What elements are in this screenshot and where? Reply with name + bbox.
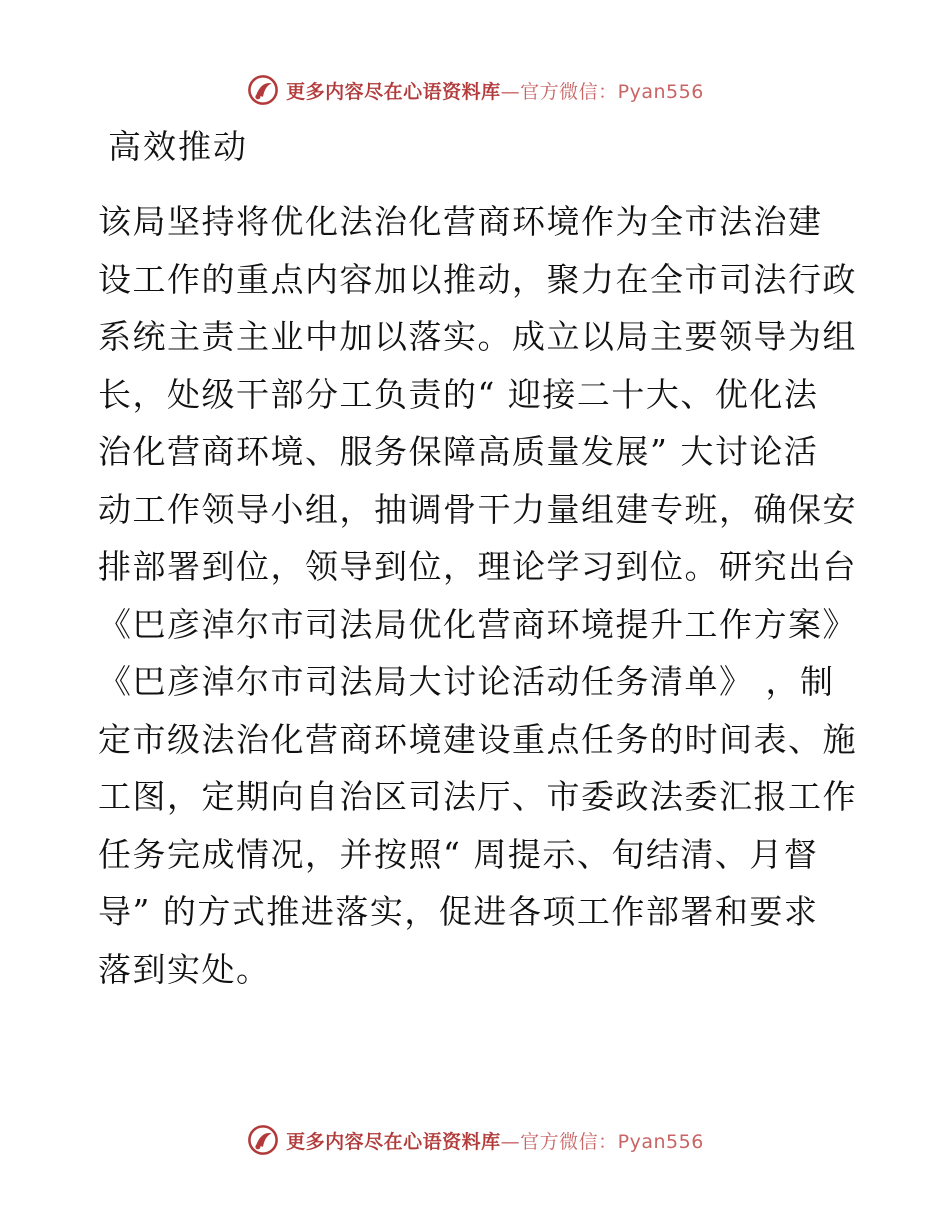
paragraph-line: 该局坚持将优化法治化营商环境作为全市法治建 — [98, 202, 823, 241]
paragraph-line: 排部署到位，领导到位，理论学习到位。研究出台 — [98, 547, 857, 586]
paragraph-line: 治化营商环境、服务保障高质量发展” 大讨论活 — [98, 432, 819, 471]
header-watermark — [0, 68, 950, 112]
brush-seal-logo-icon — [246, 1123, 280, 1157]
paragraph-line: 落到实处。 — [98, 949, 271, 989]
paragraph-line: 《巴彦淖尔市司法局大讨论活动任务清单》 ，制 — [98, 662, 835, 701]
paragraph-line: 定市级法治化营商环境建设重点任务的时间表、施 — [98, 719, 857, 759]
paragraph-line: 任务完成情况，并按照“ 周提示、旬结清、月督 — [98, 834, 819, 874]
body-paragraph — [98, 193, 878, 998]
watermark-text — [286, 77, 704, 104]
brush-seal-logo-icon — [246, 73, 280, 107]
watermark-text — [286, 1127, 704, 1154]
watermark-sub-text: —官方微信：Pyan556 — [500, 80, 704, 103]
paragraph-line: 动工作领导小组，抽调骨干力量组建专班，确保安 — [98, 489, 857, 529]
paragraph-line: 《巴彦淖尔市司法局优化营商环境提升工作方案》 — [98, 604, 857, 644]
footer-watermark — [0, 1118, 950, 1162]
watermark-main-text: 更多内容尽在心语资料库 — [286, 1130, 501, 1153]
paragraph-line: 导” 的方式推进落实，促进各项工作部署和要求 — [98, 892, 819, 931]
paragraph-line: 工图，定期向自治区司法厅、市委政法委汇报工作 — [98, 777, 857, 816]
paragraph-line: 长，处级干部分工负责的“ 迎接二十大、优化法 — [98, 374, 819, 414]
paragraph-line: 系统主责主业中加以落实。成立以局主要领导为组 — [98, 317, 857, 356]
watermark-sub-text: —官方微信：Pyan556 — [500, 1130, 704, 1153]
paragraph-line: 设工作的重点内容加以推动，聚力在全市司法行政 — [98, 259, 857, 299]
section-heading: 高效推动 — [108, 127, 248, 166]
watermark-main-text: 更多内容尽在心语资料库 — [286, 80, 501, 103]
